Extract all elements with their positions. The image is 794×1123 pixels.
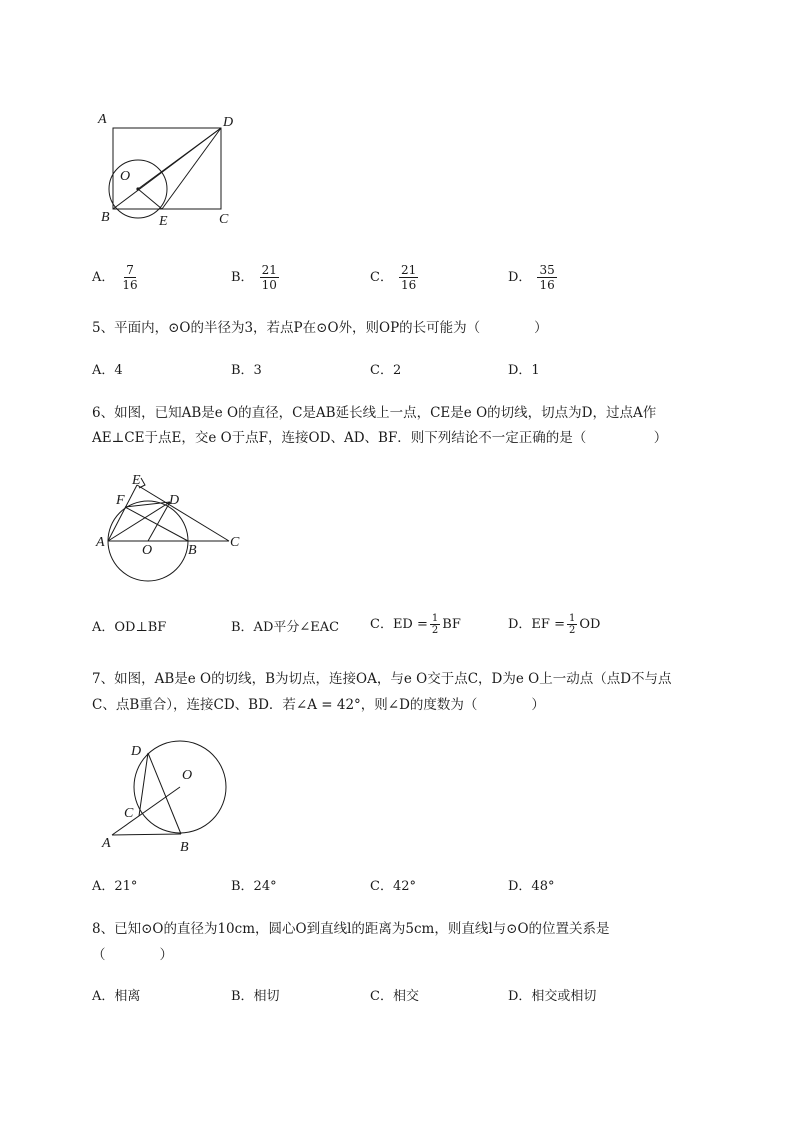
q4-option-c[interactable] bbox=[370, 263, 418, 292]
q5-stem: 5、平面内，⊙O的半径为3，若点P在⊙O外，则OP的长可能为（ ） bbox=[92, 320, 548, 336]
option-letter: B． bbox=[231, 269, 254, 285]
q6-option-b[interactable]: B．AD平分∠EAC bbox=[231, 620, 340, 635]
q8-option-a[interactable]: A．相离 bbox=[92, 989, 141, 1004]
option-text: D．EF = bbox=[508, 616, 565, 632]
label-c: C bbox=[124, 806, 134, 821]
label-a: A bbox=[102, 836, 111, 851]
center-dot bbox=[136, 187, 139, 190]
q5-option-b[interactable]: B．3 bbox=[231, 363, 262, 378]
q5-option-d[interactable]: D．1 bbox=[508, 363, 540, 378]
q6-option-c[interactable] bbox=[370, 613, 461, 636]
label-o: O bbox=[142, 543, 153, 558]
fraction-half: $\frac{1}{2}$ bbox=[568, 613, 576, 636]
q6-figure bbox=[92, 472, 252, 587]
label-d: D bbox=[169, 493, 180, 508]
q4-figure bbox=[95, 105, 255, 235]
q7-option-d[interactable]: D．48° bbox=[508, 879, 555, 894]
segment-ec bbox=[137, 485, 229, 541]
q8-option-b[interactable]: B．相切 bbox=[231, 989, 280, 1004]
segment-ed bbox=[162, 128, 221, 209]
q6-stem-line1: 6、如图，已知AB是e O的直径，C是AB延长线上一点，CE是e O的切线，切点为D，过点A作 bbox=[92, 405, 657, 421]
option-letter: A． bbox=[92, 269, 115, 285]
segment-oe bbox=[138, 189, 162, 209]
q7-stem-line1: 7、如图，AB是e O的切线，B为切点，连接OA，与e O交于点C，D为e O上一动点（点D不与点 bbox=[92, 671, 672, 687]
q6-stem-line2: AE⊥CE于点E，交e O于点F，连接OD、AD、BF．则下列结论不一定正确的是（ ） bbox=[92, 430, 668, 446]
fraction: $\frac{21}{16}$ bbox=[400, 263, 417, 292]
q5-option-a[interactable]: A．4 bbox=[92, 363, 123, 378]
q7-stem-line2: C、点B重合），连接CD、BD．若∠A = 42°，则∠D的度数为（ ） bbox=[92, 697, 545, 713]
label-c: C bbox=[230, 535, 240, 550]
q7-option-a[interactable]: A．21° bbox=[92, 879, 138, 894]
label-d: D bbox=[131, 744, 142, 759]
q4-option-b[interactable] bbox=[231, 263, 279, 292]
segment-cd bbox=[139, 753, 148, 816]
label-a: A bbox=[98, 112, 107, 127]
label-a: A bbox=[96, 535, 105, 550]
segment-db bbox=[148, 753, 181, 834]
q4-option-a[interactable] bbox=[92, 263, 140, 292]
label-f: F bbox=[116, 493, 125, 508]
label-e: E bbox=[132, 473, 141, 488]
option-text: OD bbox=[579, 616, 601, 632]
q7-option-c[interactable]: C．42° bbox=[370, 879, 416, 894]
q8-stem-line1: 8、已知⊙O的直径为10cm，圆心O到直线l的距离为5cm，则直线l与⊙O的位置关系是 bbox=[92, 921, 610, 937]
label-o: O bbox=[120, 169, 131, 184]
option-text: BF bbox=[442, 616, 461, 632]
label-e: E bbox=[159, 214, 168, 229]
q7-figure bbox=[96, 737, 236, 857]
fraction-half: $\frac{1}{2}$ bbox=[431, 613, 439, 636]
segment-od bbox=[138, 128, 221, 189]
label-b: B bbox=[180, 840, 189, 855]
option-text: C．ED = bbox=[370, 616, 428, 632]
q5-option-c[interactable]: C．2 bbox=[370, 363, 402, 378]
segment-ab bbox=[112, 834, 181, 835]
label-b: B bbox=[101, 210, 110, 225]
fraction: $\frac{21}{10}$ bbox=[261, 263, 277, 292]
option-letter: C． bbox=[370, 269, 393, 285]
q4-option-d[interactable] bbox=[508, 263, 557, 292]
label-d: D bbox=[223, 115, 234, 130]
q8-stem-line2: （ ） bbox=[92, 947, 173, 963]
q7-option-b[interactable]: B．24° bbox=[231, 879, 277, 894]
fraction: $\frac{7}{16}$ bbox=[122, 263, 138, 292]
q8-option-c[interactable]: C．相交 bbox=[370, 989, 419, 1004]
q6-option-d[interactable] bbox=[508, 613, 600, 636]
segment-ao bbox=[112, 787, 180, 835]
q8-option-d[interactable]: D．相交或相切 bbox=[508, 989, 597, 1004]
fraction: $\frac{35}{16}$ bbox=[539, 263, 555, 292]
q6-option-a[interactable]: A．OD⊥BF bbox=[92, 620, 167, 635]
option-letter: D． bbox=[508, 269, 532, 285]
label-b: B bbox=[188, 543, 197, 558]
label-o: O bbox=[182, 768, 193, 783]
label-c: C bbox=[219, 212, 229, 227]
